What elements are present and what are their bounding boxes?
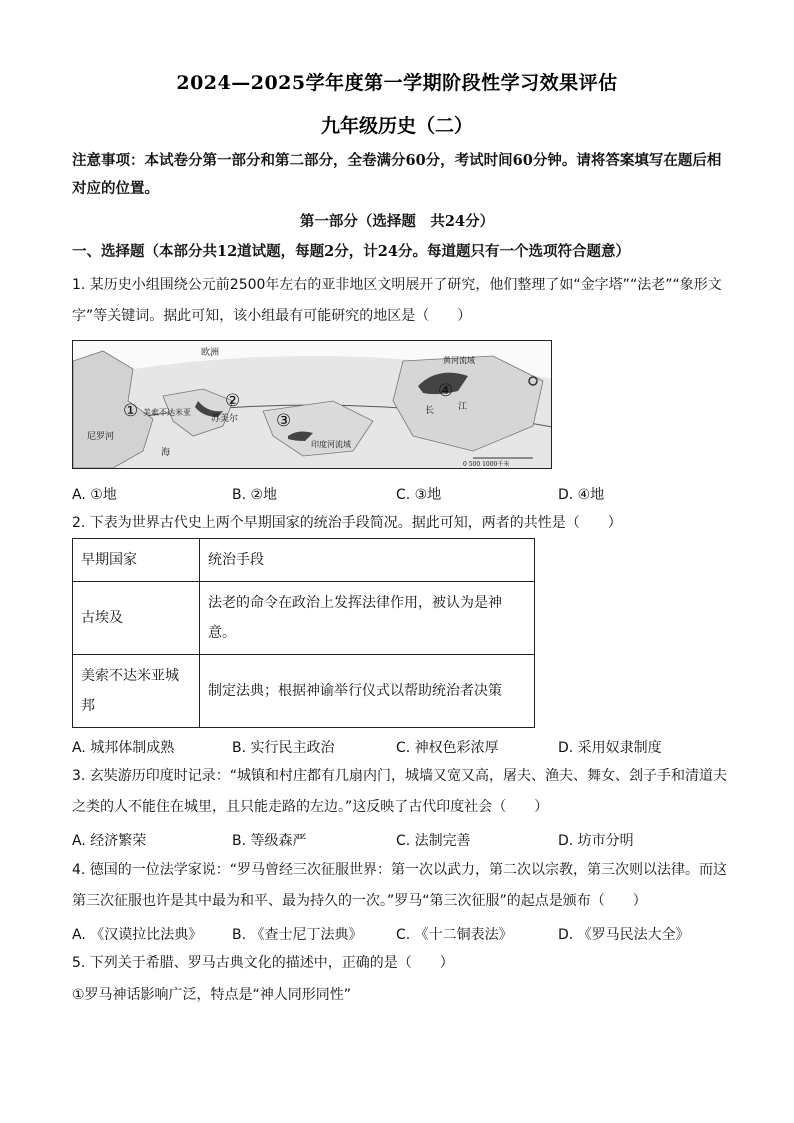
map-marker-4: ④ [438,381,454,401]
map-label-europe: 欧洲 [201,348,220,358]
q2-option-d[interactable]: D. 采用奴隶制度 [558,740,662,756]
q2-table [72,538,535,728]
map-label-sea: 海 [161,448,171,458]
q1-option-a[interactable]: A. ①地 [72,487,117,503]
table-cell: 古埃及 [73,582,200,655]
q1-stem: 1. 某历史小组围绕公元前2500年左右的亚非地区文明展开了研究，他们整理了如“金字塔”“法老”“象形文字”等关键词。据此可知，该小组最有可能研究的地区是（ ） [72,277,722,324]
table-cell: 制定法典；根据神谕举行仪式以帮助统治者决策 [200,655,535,728]
ancient-civilizations-map [72,340,552,469]
q1-option-b[interactable]: B. ②地 [232,487,278,503]
q4-option-b[interactable]: B. 《查士尼丁法典》 [232,927,363,943]
q2-option-c[interactable]: C. 神权色彩浓厚 [396,740,499,756]
map-marker-3: ③ [276,411,292,431]
part1-desc: 一、选择题（本部分共12道试题，每题2分，计24分。每道题只有一个选项符合题意） [72,243,630,260]
table-row [73,539,535,582]
q3-option-b[interactable]: B. 等级森严 [232,833,307,849]
q2-stem: 2. 下表为世界古代史上两个早期国家的统治手段简况。据此可知，两者的共性是（ ） [72,515,622,531]
map-label-sumer: 苏美尔 [211,414,239,424]
q5-stem: 5. 下列关于希腊、罗马古典文化的描述中，正确的是（ ） [72,955,454,971]
table-row [73,582,535,655]
map-label-indus: 印度河流域 [311,440,351,449]
table-cell: 美索不达米亚城邦 [73,655,200,728]
map-label-jiang: 江 [458,402,468,412]
q4-option-d[interactable]: D. 《罗马民法大全》 [558,927,690,943]
map-marker-2: ② [225,391,241,411]
q3-stem: 3. 玄奘游历印度时记录：“城镇和村庄都有几扇内门，城墙又宽又高，屠夫、渔夫、舞女、刽子手和清道夫之类的人不能住在城里，且只能走路的左边。”这反映了古代印度社会（ ） [72,768,728,815]
q2-option-a[interactable]: A. 城邦体制成熟 [72,740,175,756]
map-label-mesopotamia: 美索不达米亚 [143,408,191,417]
q3-option-c[interactable]: C. 法制完善 [396,833,471,849]
q1-option-c[interactable]: C. ③地 [396,487,442,503]
q4-stem: 4. 德国的一位法学家说：“罗马曾经三次征服世界：第一次以武力，第二次以宗教，第三次则以法律。而这第三次征服也许是其中最为和平、最为持久的一次。”罗马“第三次征服”的起点是颁布（ ） [72,862,728,909]
notice-text: 注意事项：本试卷分第一部分和第二部分，全卷满分60分，考试时间60分钟。请将答案填写在题后相对应的位置。 [72,152,722,197]
q1-option-d[interactable]: D. ④地 [558,487,605,503]
q5-item-1: ①罗马神话影响广泛，特点是“神人同形同性” [72,987,352,1003]
table-header-cell: 统治手段 [200,539,535,582]
map-scale: 0 500 1000千米 [463,461,510,468]
table-row [73,655,535,728]
map-label-chang: 长 [425,406,435,416]
q2-option-b[interactable]: B. 实行民主政治 [232,740,335,756]
map-label-nile: 尼罗河 [87,432,115,442]
q3-option-d[interactable]: D. 坊市分明 [558,833,634,849]
q4-option-c[interactable]: C. 《十二铜表法》 [396,927,513,943]
q3-option-a[interactable]: A. 经济繁荣 [72,833,147,849]
q4-option-a[interactable]: A. 《汉谟拉比法典》 [72,927,203,943]
table-header-cell: 早期国家 [73,539,200,582]
table-cell: 法老的命令在政治上发挥法律作用，被认为是神意。 [200,582,535,655]
map-marker-1: ① [123,401,139,421]
exam-title: 2024—2025学年度第一学期阶段性学习效果评估 [176,72,618,94]
exam-subtitle: 九年级历史（二） [320,115,473,137]
part1-title: 第一部分（选择题 共24分） [299,213,495,230]
map-label-huanghe: 黄河流域 [443,356,475,365]
